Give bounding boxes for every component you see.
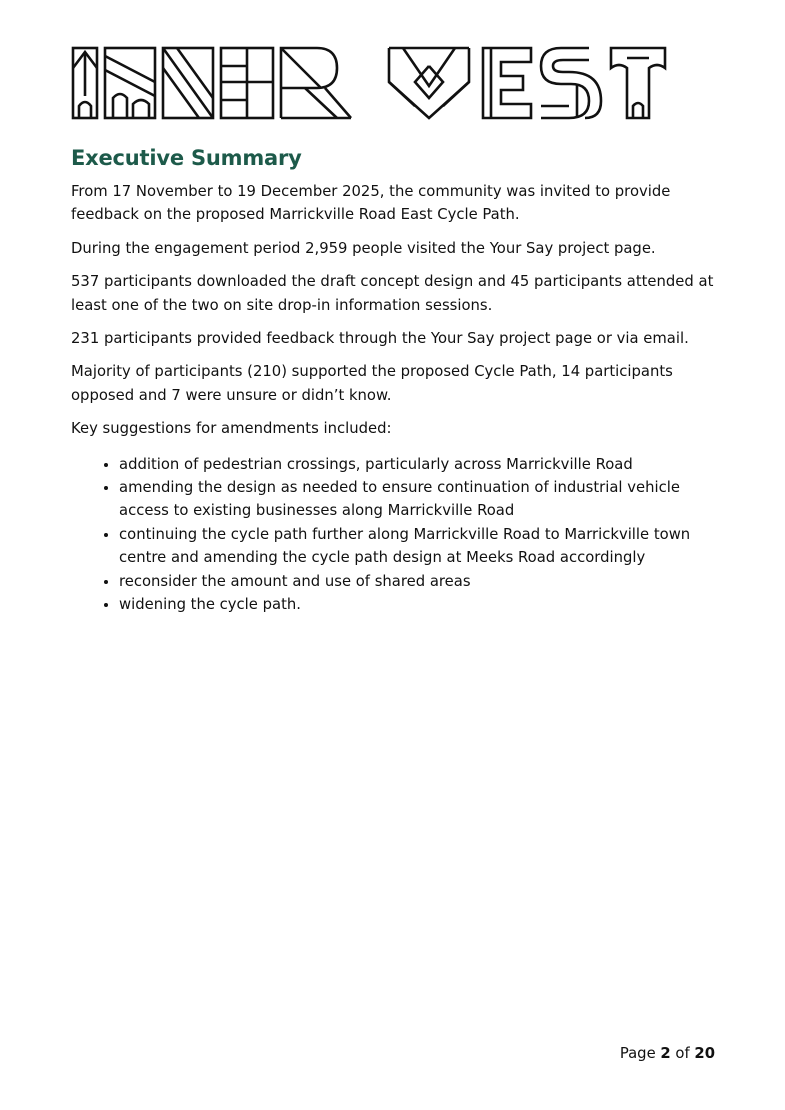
paragraph-support-results: Majority of participants (210) supported the proposed Cycle Path, 14 participants opposed and 7 were unsure or didn’t know. <box>71 363 673 404</box>
section-heading: Executive Summary <box>71 146 302 170</box>
suggestions-list <box>71 453 721 617</box>
paragraph-consultation-period: From 17 November to 19 December 2025, the community was invited to provide feedback on the proposed Marrickville Road East Cycle Path. <box>71 183 671 224</box>
inner-west-logo-graphic <box>71 46 668 120</box>
list-item: • amending the design as needed to ensure continuation of industrial vehicle access to existing businesses along Marrickville Road <box>119 476 721 523</box>
list-item: • continuing the cycle path further along Marrickville Road to Marrickville town centre and amending the cycle path design at Meeks Road accordingly <box>119 523 721 570</box>
page-prefix: Page <box>619 1045 656 1062</box>
executive-summary-section <box>71 144 721 617</box>
inner-west-logo <box>71 46 668 120</box>
paragraph-page-visits: During the engagement period 2,959 people visited the Your Say project page. <box>71 239 656 257</box>
page-of: of <box>675 1045 690 1062</box>
page-number <box>620 1043 715 1065</box>
list-item: • widening the cycle path. <box>119 593 721 616</box>
paragraph-feedback-count: 231 participants provided feedback through the Your Say project page or via email. <box>71 330 689 348</box>
paragraph-downloads-sessions: 537 participants downloaded the draft concept design and 45 participants attended at least one of the two on site drop-in information sessions. <box>71 273 714 314</box>
list-item: • addition of pedestrian crossings, particularly across Marrickville Road <box>119 453 721 476</box>
total-pages: 20 <box>694 1045 715 1062</box>
current-page: 2 <box>660 1045 671 1062</box>
paragraph-key-suggestions-intro: Key suggestions for amendments included: <box>71 420 392 438</box>
list-item: • reconsider the amount and use of shared areas <box>119 570 721 593</box>
